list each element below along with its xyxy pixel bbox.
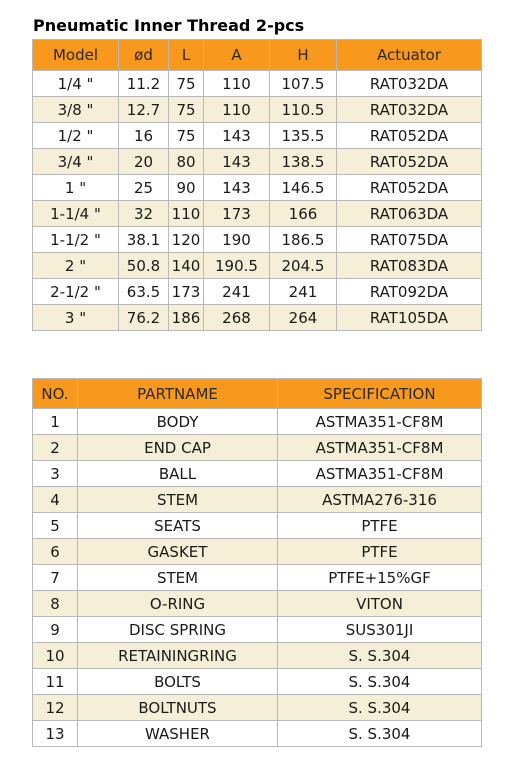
table-row [33, 513, 482, 539]
cell-od: 63.5 [119, 279, 169, 305]
cell-l: 75 [169, 123, 204, 149]
cell-h: 107.5 [270, 71, 337, 97]
table-row [33, 227, 482, 253]
cell-specification: PTFE+15%GF [278, 565, 482, 591]
cell-model: 1-1/2 " [33, 227, 119, 253]
cell-a: 173 [204, 201, 270, 227]
cell-l: 75 [169, 71, 204, 97]
cell-partname: DISC SPRING [78, 617, 278, 643]
cell-l: 173 [169, 279, 204, 305]
cell-specification: S. S.304 [278, 643, 482, 669]
cell-model: 3/8 " [33, 97, 119, 123]
cell-a: 110 [204, 71, 270, 97]
table-row [33, 487, 482, 513]
cell-actuator: RAT063DA [337, 201, 482, 227]
cell-od: 38.1 [119, 227, 169, 253]
header-od: ød [119, 40, 169, 71]
cell-model: 1/4 " [33, 71, 119, 97]
cell-l: 110 [169, 201, 204, 227]
cell-l: 90 [169, 175, 204, 201]
cell-model: 3 " [33, 305, 119, 331]
cell-partname: BOLTS [78, 669, 278, 695]
cell-partname: BALL [78, 461, 278, 487]
cell-a: 190.5 [204, 253, 270, 279]
cell-od: 32 [119, 201, 169, 227]
cell-partname: GASKET [78, 539, 278, 565]
table-row [33, 97, 482, 123]
cell-specification: S. S.304 [278, 695, 482, 721]
cell-specification: ASTMA351-CF8M [278, 435, 482, 461]
header-a: A [204, 40, 270, 71]
cell-model: 1/2 " [33, 123, 119, 149]
cell-model: 1 " [33, 175, 119, 201]
cell-actuator: RAT105DA [337, 305, 482, 331]
cell-partname: END CAP [78, 435, 278, 461]
table-row [33, 201, 482, 227]
cell-specification: S. S.304 [278, 721, 482, 747]
header-specification: SPECIFICATION [278, 379, 482, 409]
table-row [33, 253, 482, 279]
cell-model: 2 " [33, 253, 119, 279]
cell-specification: SUS301JI [278, 617, 482, 643]
table-row [33, 71, 482, 97]
cell-specification: VITON [278, 591, 482, 617]
cell-no: 7 [33, 565, 78, 591]
cell-od: 50.8 [119, 253, 169, 279]
table-row [33, 409, 482, 435]
cell-h: 186.5 [270, 227, 337, 253]
cell-partname: STEM [78, 487, 278, 513]
cell-model: 1-1/4 " [33, 201, 119, 227]
cell-a: 110 [204, 97, 270, 123]
cell-actuator: RAT083DA [337, 253, 482, 279]
table-row [33, 591, 482, 617]
cell-l: 186 [169, 305, 204, 331]
parts-table [32, 378, 482, 747]
cell-od: 16 [119, 123, 169, 149]
table-row [33, 123, 482, 149]
cell-model: 3/4 " [33, 149, 119, 175]
cell-no: 11 [33, 669, 78, 695]
parts-header-row [33, 379, 482, 409]
cell-partname: STEM [78, 565, 278, 591]
cell-no: 13 [33, 721, 78, 747]
cell-a: 268 [204, 305, 270, 331]
cell-no: 10 [33, 643, 78, 669]
cell-actuator: RAT075DA [337, 227, 482, 253]
header-model: Model [33, 40, 119, 71]
cell-no: 12 [33, 695, 78, 721]
table-row [33, 435, 482, 461]
cell-actuator: RAT032DA [337, 97, 482, 123]
cell-actuator: RAT052DA [337, 175, 482, 201]
cell-h: 204.5 [270, 253, 337, 279]
cell-h: 110.5 [270, 97, 337, 123]
table-row [33, 461, 482, 487]
dimensions-table [32, 39, 482, 331]
cell-no: 4 [33, 487, 78, 513]
cell-l: 80 [169, 149, 204, 175]
cell-partname: O-RING [78, 591, 278, 617]
cell-partname: WASHER [78, 721, 278, 747]
table-row [33, 617, 482, 643]
cell-h: 241 [270, 279, 337, 305]
cell-a: 143 [204, 175, 270, 201]
header-partname: PARTNAME [78, 379, 278, 409]
cell-no: 3 [33, 461, 78, 487]
table-row [33, 149, 482, 175]
cell-l: 140 [169, 253, 204, 279]
cell-specification: ASTMA276-316 [278, 487, 482, 513]
cell-h: 146.5 [270, 175, 337, 201]
cell-no: 8 [33, 591, 78, 617]
cell-model: 2-1/2 " [33, 279, 119, 305]
table-row [33, 669, 482, 695]
table-row [33, 175, 482, 201]
table-row [33, 565, 482, 591]
cell-a: 190 [204, 227, 270, 253]
cell-specification: PTFE [278, 513, 482, 539]
table-row [33, 305, 482, 331]
cell-a: 143 [204, 149, 270, 175]
header-actuator: Actuator [337, 40, 482, 71]
cell-specification: S. S.304 [278, 669, 482, 695]
cell-partname: BOLTNUTS [78, 695, 278, 721]
cell-a: 241 [204, 279, 270, 305]
table-row [33, 643, 482, 669]
header-h: H [270, 40, 337, 71]
cell-od: 11.2 [119, 71, 169, 97]
table-row [33, 695, 482, 721]
dimensions-header-row [33, 40, 482, 71]
cell-no: 2 [33, 435, 78, 461]
cell-actuator: RAT092DA [337, 279, 482, 305]
page-title: Pneumatic Inner Thread 2-pcs [33, 16, 305, 35]
cell-no: 1 [33, 409, 78, 435]
cell-specification: ASTMA351-CF8M [278, 461, 482, 487]
table-row [33, 539, 482, 565]
table-row [33, 721, 482, 747]
cell-a: 143 [204, 123, 270, 149]
cell-partname: BODY [78, 409, 278, 435]
cell-h: 166 [270, 201, 337, 227]
cell-no: 9 [33, 617, 78, 643]
cell-actuator: RAT032DA [337, 71, 482, 97]
table-row [33, 279, 482, 305]
header-l: L [169, 40, 204, 71]
cell-h: 138.5 [270, 149, 337, 175]
cell-specification: ASTMA351-CF8M [278, 409, 482, 435]
cell-partname: RETAININGRING [78, 643, 278, 669]
header-no: NO. [33, 379, 78, 409]
cell-l: 75 [169, 97, 204, 123]
cell-od: 20 [119, 149, 169, 175]
cell-no: 6 [33, 539, 78, 565]
cell-actuator: RAT052DA [337, 149, 482, 175]
cell-l: 120 [169, 227, 204, 253]
cell-partname: SEATS [78, 513, 278, 539]
cell-actuator: RAT052DA [337, 123, 482, 149]
cell-od: 76.2 [119, 305, 169, 331]
cell-h: 135.5 [270, 123, 337, 149]
cell-specification: PTFE [278, 539, 482, 565]
cell-od: 25 [119, 175, 169, 201]
cell-no: 5 [33, 513, 78, 539]
cell-h: 264 [270, 305, 337, 331]
cell-od: 12.7 [119, 97, 169, 123]
